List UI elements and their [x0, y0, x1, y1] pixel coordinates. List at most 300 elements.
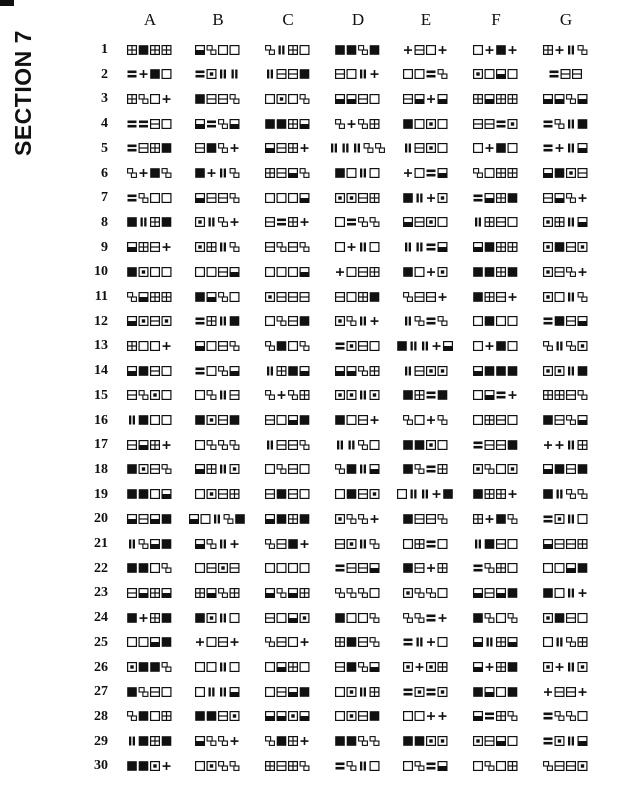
symbol-cell-b [195, 285, 241, 309]
symbol-cell-c [265, 310, 311, 334]
symbol-cell-f [473, 730, 519, 754]
symbol-sequence [473, 539, 519, 550]
symbol-cell-g [543, 162, 589, 186]
symbol-cell-f [473, 581, 519, 605]
symbol-sequence [473, 390, 519, 401]
symbol-cell-b [189, 507, 247, 531]
symbol-sequence [195, 366, 241, 377]
symbol-cell-b [195, 458, 241, 482]
symbol-cell-c [265, 705, 311, 729]
symbol-cell-g [549, 63, 584, 87]
symbol-sequence [473, 193, 519, 204]
symbol-sequence [543, 588, 589, 599]
row-number: 20 [94, 511, 108, 527]
symbol-cell-g [543, 409, 589, 433]
table-row [0, 285, 623, 309]
symbol-cell-a [127, 507, 173, 531]
symbol-cell-f [473, 384, 519, 408]
symbol-sequence [265, 267, 311, 278]
symbol-cell-g [543, 507, 589, 531]
symbol-sequence [329, 143, 387, 154]
symbol-sequence [403, 563, 449, 574]
symbol-cell-f [473, 359, 519, 383]
symbol-cell-b [195, 656, 241, 680]
symbol-sequence [265, 440, 311, 451]
symbol-sequence [335, 366, 381, 377]
symbol-sequence [403, 464, 449, 475]
symbol-cell-d [335, 211, 381, 235]
symbol-sequence [195, 637, 241, 648]
row-number: 12 [94, 313, 108, 329]
symbol-sequence [195, 94, 241, 105]
symbol-sequence [543, 662, 589, 673]
symbol-cell-g [543, 112, 589, 136]
symbol-sequence [403, 514, 449, 525]
symbol-sequence [265, 94, 311, 105]
symbol-sequence [403, 94, 449, 105]
symbol-sequence [543, 242, 589, 253]
symbol-sequence [265, 711, 311, 722]
symbol-cell-a [127, 260, 173, 284]
symbol-sequence [335, 415, 381, 426]
symbol-cell-d [335, 557, 381, 581]
symbol-cell-c [265, 63, 311, 87]
symbol-cell-e [403, 87, 449, 111]
symbol-sequence [403, 119, 449, 130]
symbol-sequence [335, 119, 381, 130]
row-number: 5 [101, 140, 108, 156]
row-number: 7 [101, 190, 108, 206]
symbol-cell-f [473, 112, 519, 136]
symbol-sequence [473, 464, 519, 475]
symbol-cell-e [403, 186, 449, 210]
symbol-cell-c [265, 631, 311, 655]
symbol-cell-b [195, 38, 241, 62]
symbol-cell-e [403, 285, 449, 309]
symbol-cell-g [543, 38, 589, 62]
symbol-sequence [543, 489, 589, 500]
symbol-sequence [127, 143, 173, 154]
row-number: 15 [94, 387, 108, 403]
symbol-cell-d [329, 137, 387, 161]
symbol-cell-a [127, 680, 173, 704]
symbol-cell-e [403, 730, 449, 754]
symbol-cell-f [473, 705, 519, 729]
symbol-sequence [403, 761, 449, 772]
symbol-sequence [403, 193, 449, 204]
symbol-cell-d [335, 631, 381, 655]
symbol-sequence [127, 316, 173, 327]
symbol-sequence [473, 514, 519, 525]
symbol-sequence [335, 563, 381, 574]
symbol-sequence [543, 736, 589, 747]
symbol-sequence [195, 588, 241, 599]
symbol-sequence [127, 267, 173, 278]
symbol-sequence [543, 539, 589, 550]
symbol-cell-a [127, 483, 173, 507]
table-row [0, 211, 623, 235]
symbol-sequence [403, 168, 449, 179]
symbol-sequence [403, 316, 449, 327]
symbol-sequence [335, 45, 381, 56]
symbol-cell-c [265, 507, 311, 531]
symbol-sequence [127, 69, 173, 80]
symbol-sequence [265, 464, 311, 475]
symbol-sequence [543, 292, 589, 303]
symbol-cell-c [265, 730, 311, 754]
symbol-sequence [473, 217, 519, 228]
symbol-sequence [195, 69, 241, 80]
symbol-cell-f [473, 162, 519, 186]
symbol-sequence [403, 662, 449, 673]
row-number: 13 [94, 338, 108, 354]
symbol-cell-b [195, 730, 241, 754]
symbol-sequence [473, 341, 519, 352]
symbol-sequence [543, 267, 589, 278]
symbol-sequence [335, 687, 381, 698]
symbol-sequence [265, 45, 311, 56]
symbol-sequence [265, 613, 311, 624]
symbol-sequence [195, 193, 241, 204]
symbol-cell-g [543, 384, 589, 408]
symbol-cell-f [473, 458, 519, 482]
symbol-sequence [543, 613, 589, 624]
symbol-sequence [543, 563, 589, 574]
symbol-sequence [127, 366, 173, 377]
symbol-cell-f [473, 754, 519, 778]
symbol-cell-d [335, 656, 381, 680]
symbol-cell-a [127, 705, 173, 729]
symbol-cell-a [127, 285, 173, 309]
symbol-cell-g [543, 754, 589, 778]
symbol-sequence [403, 687, 449, 698]
symbol-sequence [403, 588, 449, 599]
symbol-cell-c [265, 656, 311, 680]
symbol-cell-c [265, 458, 311, 482]
row-number: 9 [101, 239, 108, 255]
symbol-sequence [473, 119, 519, 130]
symbol-sequence [195, 440, 241, 451]
symbol-sequence [543, 316, 589, 327]
symbol-cell-e [403, 631, 449, 655]
symbol-sequence [265, 489, 311, 500]
symbol-sequence [127, 415, 173, 426]
symbol-sequence [195, 761, 241, 772]
symbol-cell-d [335, 730, 381, 754]
symbol-sequence [403, 711, 449, 722]
symbol-sequence [127, 440, 173, 451]
row-number: 27 [94, 684, 108, 700]
symbol-cell-c [265, 87, 311, 111]
symbol-cell-f [473, 236, 519, 260]
symbol-sequence [195, 539, 241, 550]
symbol-sequence [543, 341, 589, 352]
symbol-cell-e [403, 754, 449, 778]
row-number: 25 [94, 634, 108, 650]
symbol-sequence [543, 440, 589, 451]
symbol-sequence [127, 217, 173, 228]
symbol-cell-b [195, 87, 241, 111]
symbol-cell-g [543, 236, 589, 260]
table-row [0, 359, 623, 383]
symbol-sequence [335, 440, 381, 451]
symbol-sequence [195, 316, 241, 327]
symbol-cell-e [403, 211, 449, 235]
symbol-cell-e [403, 705, 449, 729]
symbol-sequence [265, 761, 311, 772]
symbol-cell-d [335, 409, 381, 433]
symbol-sequence [195, 687, 241, 698]
symbol-cell-b [195, 680, 241, 704]
symbol-sequence [403, 539, 449, 550]
symbol-cell-a [127, 631, 173, 655]
symbol-sequence [127, 736, 173, 747]
symbol-cell-c [265, 38, 311, 62]
symbol-cell-a [127, 334, 173, 358]
symbol-cell-b [195, 754, 241, 778]
symbol-sequence [403, 736, 449, 747]
column-header-a: A [143, 10, 157, 29]
symbol-sequence [195, 736, 241, 747]
symbol-sequence [473, 563, 519, 574]
symbol-cell-a [127, 38, 173, 62]
symbol-cell-f [473, 63, 519, 87]
symbol-sequence [195, 292, 241, 303]
symbol-sequence [543, 464, 589, 475]
symbol-cell-b [195, 606, 241, 630]
symbol-cell-a [127, 384, 173, 408]
symbol-sequence [403, 292, 449, 303]
symbol-sequence [195, 217, 241, 228]
symbol-sequence [473, 168, 519, 179]
symbol-sequence [189, 514, 247, 525]
symbol-sequence [397, 489, 455, 500]
symbol-sequence [473, 736, 519, 747]
symbol-cell-e [403, 137, 449, 161]
symbol-cell-a [127, 63, 173, 87]
symbol-cell-g [543, 581, 589, 605]
symbol-sequence [543, 193, 589, 204]
symbol-cell-g [543, 359, 589, 383]
symbol-cell-g [543, 730, 589, 754]
symbol-sequence [195, 711, 241, 722]
symbol-cell-c [265, 680, 311, 704]
symbol-cell-a [127, 137, 173, 161]
symbol-cell-a [127, 581, 173, 605]
symbol-cell-e [403, 557, 449, 581]
symbol-cell-b [195, 532, 241, 556]
symbol-cell-c [265, 754, 311, 778]
table-row [0, 87, 623, 111]
row-number: 23 [94, 585, 108, 601]
symbol-cell-d [335, 162, 381, 186]
symbol-cell-g [543, 186, 589, 210]
symbol-cell-c [265, 557, 311, 581]
table-row [0, 557, 623, 581]
row-number: 17 [94, 437, 108, 453]
symbol-cell-e [403, 63, 449, 87]
row-number: 8 [101, 214, 108, 230]
symbol-cell-e [403, 507, 449, 531]
table-row [0, 310, 623, 334]
symbol-cell-b [195, 236, 241, 260]
table-row [0, 631, 623, 655]
symbol-cell-f [473, 433, 519, 457]
row-number: 21 [94, 536, 108, 551]
table-row [0, 606, 623, 630]
symbol-sequence [195, 168, 241, 179]
symbol-sequence [543, 761, 589, 772]
symbol-cell-g [543, 433, 589, 457]
symbol-sequence [403, 143, 449, 154]
symbol-sequence [543, 366, 589, 377]
symbol-cell-a [127, 433, 173, 457]
symbol-cell-d [335, 260, 381, 284]
symbol-sequence [397, 341, 455, 352]
symbol-cell-f [473, 211, 519, 235]
symbol-cell-c [265, 211, 311, 235]
symbol-cell-g [543, 680, 589, 704]
symbol-cell-e [397, 334, 455, 358]
symbol-cell-a [127, 409, 173, 433]
symbol-cell-a [127, 532, 173, 556]
symbol-cell-c [265, 334, 311, 358]
symbol-sequence [195, 242, 241, 253]
column-headers [0, 10, 623, 34]
symbol-cell-e [403, 532, 449, 556]
symbol-sequence [335, 539, 381, 550]
symbol-sequence [127, 242, 173, 253]
symbol-cell-d [335, 186, 381, 210]
table-row [0, 680, 623, 704]
symbol-cell-f [473, 483, 519, 507]
symbol-cell-g [543, 310, 589, 334]
symbol-cell-c [265, 433, 311, 457]
row-number: 28 [94, 708, 108, 724]
table-row [0, 384, 623, 408]
symbol-cell-b [195, 433, 241, 457]
symbol-cell-a [127, 112, 173, 136]
symbol-sequence [403, 45, 449, 56]
symbol-sequence [473, 662, 519, 673]
symbol-sequence [403, 390, 449, 401]
symbol-sequence [127, 637, 173, 648]
symbol-sequence [473, 316, 519, 327]
symbol-cell-b [195, 483, 241, 507]
symbol-sequence [195, 267, 241, 278]
symbol-sequence [127, 761, 173, 772]
row-number: 6 [101, 165, 108, 181]
symbol-cell-d [335, 458, 381, 482]
symbol-sequence [335, 637, 381, 648]
symbol-cell-b [195, 705, 241, 729]
symbol-sequence [265, 292, 311, 303]
symbol-sequence [265, 316, 311, 327]
symbol-sequence [265, 143, 311, 154]
symbol-cell-a [127, 87, 173, 111]
symbol-cell-g [543, 532, 589, 556]
symbol-cell-f [473, 38, 519, 62]
symbol-cell-g [543, 211, 589, 235]
symbol-cell-e [403, 680, 449, 704]
row-number: 14 [94, 363, 108, 379]
symbol-sequence [543, 687, 589, 698]
symbol-sequence [335, 168, 381, 179]
row-number: 16 [94, 412, 108, 428]
symbol-cell-e [403, 384, 449, 408]
table-row [0, 433, 623, 457]
symbol-cell-g [543, 656, 589, 680]
symbol-sequence [403, 415, 449, 426]
symbol-cell-e [403, 359, 449, 383]
symbol-cell-e [397, 483, 455, 507]
symbol-cell-c [265, 285, 311, 309]
symbol-sequence [127, 193, 173, 204]
symbol-cell-b [195, 162, 241, 186]
symbol-cell-f [473, 186, 519, 210]
symbol-sequence [195, 390, 241, 401]
symbol-sequence [473, 143, 519, 154]
symbol-cell-d [335, 754, 381, 778]
symbol-sequence [265, 637, 311, 648]
table-row [0, 705, 623, 729]
symbol-sequence [265, 366, 311, 377]
symbol-cell-a [127, 606, 173, 630]
row-number: 30 [94, 758, 108, 774]
symbol-cell-b [195, 63, 241, 87]
column-header-c: C [282, 10, 294, 29]
symbol-sequence [195, 563, 241, 574]
symbol-cell-b [195, 334, 241, 358]
symbol-sequence [473, 267, 519, 278]
symbol-sequence [265, 563, 311, 574]
symbol-sequence [195, 341, 241, 352]
symbol-cell-b [195, 260, 241, 284]
symbol-sequence [265, 193, 311, 204]
symbol-sequence [403, 613, 449, 624]
symbol-sequence [543, 514, 589, 525]
symbol-sequence [335, 69, 381, 80]
symbol-sequence [543, 94, 589, 105]
symbol-cell-d [335, 87, 381, 111]
symbol-cell-b [195, 211, 241, 235]
symbol-cell-d [335, 532, 381, 556]
symbol-sequence [127, 464, 173, 475]
symbol-cell-g [543, 631, 589, 655]
symbol-cell-e [403, 236, 449, 260]
symbol-cell-g [543, 705, 589, 729]
symbol-cell-e [403, 260, 449, 284]
symbol-cell-b [195, 557, 241, 581]
symbol-sequence [127, 613, 173, 624]
table-row [0, 334, 623, 358]
symbol-sequence [473, 711, 519, 722]
symbol-sequence [265, 687, 311, 698]
symbol-sequence [335, 341, 381, 352]
symbol-cell-f [473, 310, 519, 334]
symbol-cell-c [265, 137, 311, 161]
symbol-cell-c [265, 260, 311, 284]
symbol-cell-g [543, 483, 589, 507]
symbol-cell-e [403, 433, 449, 457]
symbol-cell-a [127, 211, 173, 235]
symbol-cell-f [473, 532, 519, 556]
symbol-sequence [335, 489, 381, 500]
symbol-sequence [127, 341, 173, 352]
symbol-cell-d [335, 38, 381, 62]
table-row [0, 581, 623, 605]
symbol-sequence [473, 45, 519, 56]
